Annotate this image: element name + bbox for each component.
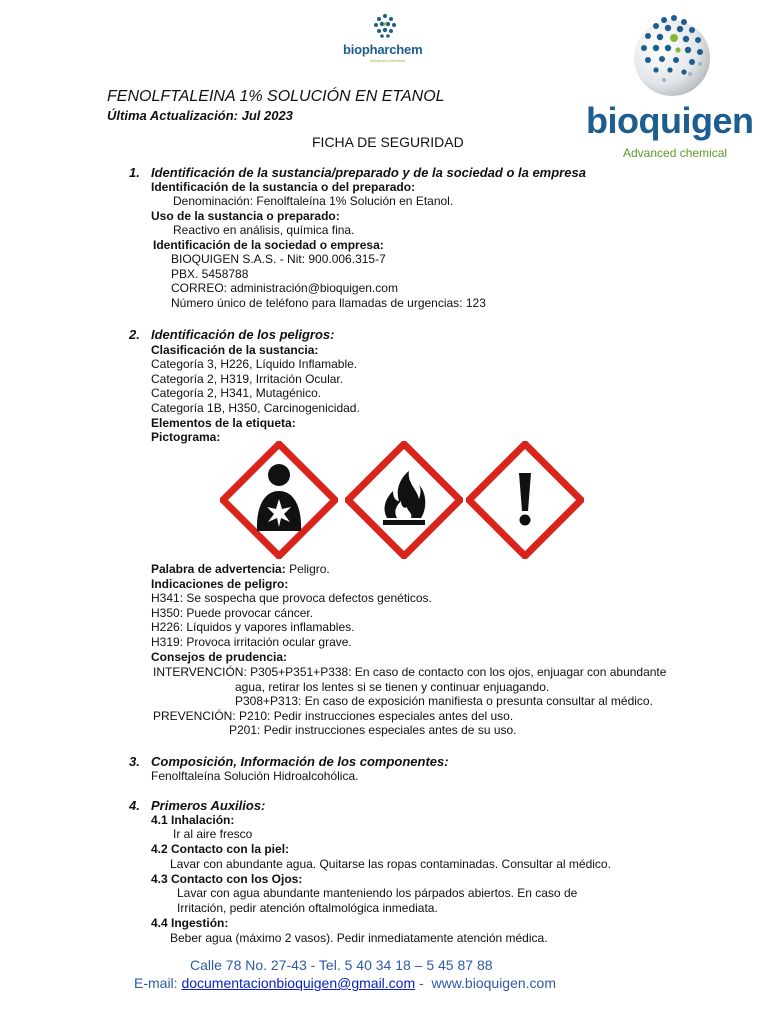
section-title: Composición, Información de los componentes:: [151, 754, 449, 769]
last-updated: Última Actualización: Jul 2023: [107, 108, 293, 123]
list-item: Categoría 3, H226, Líquido Inflamable.: [151, 357, 358, 371]
list-item: H341: Se sospecha que provoca defectos genéticos.: [151, 591, 432, 605]
signal-word-value: Peligro.: [285, 562, 330, 576]
text-line: P201: Pedir instrucciones especiales antes de su uso.: [229, 723, 517, 737]
exclamation-mark-icon: [466, 441, 584, 559]
text-line: Lavar con agua abundante manteniendo los párpados abiertos. En caso de: [177, 886, 578, 900]
list-item: H350: Puede provocar cáncer.: [151, 606, 314, 620]
flame-icon: [345, 441, 463, 559]
subheading: Elementos de la etiqueta:: [151, 416, 296, 430]
bioquigen-logo: [586, 12, 756, 162]
list-item: H319: Provoca irritación ocular grave.: [151, 635, 352, 649]
subheading: Identificación de la sustancia o del preparado:: [151, 180, 416, 194]
section-number: 4.: [129, 798, 140, 813]
subheading: 4.1 Inhalación:: [151, 813, 235, 827]
signal-word: [151, 562, 330, 576]
text-line: INTERVENCIÓN: P305+P351+P338: En caso de contacto con los ojos, enjuagar con abundante: [153, 665, 667, 679]
section-number: 2.: [129, 327, 140, 342]
biopharchem-logo-tagline: Advanced chemical: [370, 58, 405, 63]
text-line: Reactivo en análisis, química fina.: [173, 223, 355, 237]
subheading: 4.2 Contacto con la piel:: [151, 842, 290, 856]
biopharchem-logo: [340, 12, 430, 68]
subheading: Pictograma:: [151, 430, 221, 444]
text-line: Irritación, pedir atención oftalmológica inmediata.: [177, 901, 438, 915]
text-line: CORREO: administración@bioquigen.com: [171, 281, 398, 295]
website-link[interactable]: www.bioquigen.com: [431, 975, 556, 991]
subheading: Clasificación de la sustancia:: [151, 343, 319, 357]
text-line: Lavar con abundante agua. Quitarse las ropas contaminadas. Consultar al médico.: [170, 857, 611, 871]
text-line: P308+P313: En caso de exposición manifiesta o presunta consultar al médico.: [235, 694, 653, 708]
text-line: Beber agua (máximo 2 vasos). Pedir inmediatamente atención médica.: [170, 931, 548, 945]
section-title: Identificación de la sustancia/preparado y de la sociedad o la empresa: [151, 165, 586, 180]
subheading: 4.4 Ingestión:: [151, 916, 229, 930]
email-label: E-mail:: [134, 975, 182, 991]
subheading: Uso de la sustancia o preparado:: [151, 209, 340, 223]
text-line: Denominación: Fenolftaleína 1% Solución en Etanol.: [173, 194, 454, 208]
text-line: Número único de teléfono para llamadas de urgencias: 123: [171, 296, 486, 310]
section-number: 3.: [129, 754, 140, 769]
list-item: Categoría 2, H319, Irritación Ocular.: [151, 372, 344, 386]
text-line: agua, retirar los lentes si se tienen y continuar enjuagando.: [235, 680, 550, 694]
text-line: Ir al aire fresco: [173, 827, 253, 841]
text-line: PBX. 5458788: [171, 267, 249, 281]
bioquigen-logo-text: bioquigen: [586, 100, 754, 141]
subheading: Indicaciones de peligro:: [151, 577, 289, 591]
list-item: Categoría 1B, H350, Carcinogenicidad.: [151, 401, 360, 415]
email-link[interactable]: documentacionbioquigen@gmail.com: [181, 975, 416, 991]
text-line: BIOQUIGEN S.A.S. - Nit: 900.006.315-7: [171, 252, 386, 266]
footer-separator: -: [415, 975, 432, 991]
subheading: Consejos de prudencia:: [151, 650, 288, 664]
subheading: Identificación de la sociedad o empresa:: [153, 238, 384, 252]
list-item: H226: Líquidos y vapores inflamables.: [151, 620, 355, 634]
footer-address: Calle 78 No. 27-43 - Tel. 5 40 34 18 – 5 45 87 88: [190, 957, 493, 973]
list-item: Categoría 2, H341, Mutagénico.: [151, 386, 322, 400]
text-line: PREVENCIÓN: P210: Pedir instrucciones especiales antes del uso.: [153, 709, 514, 723]
footer-contact: [134, 975, 556, 991]
health-hazard-icon: [220, 441, 338, 559]
globe-icon: [628, 12, 712, 98]
section-title: Identificación de los peligros:: [151, 327, 335, 342]
biopharchem-logo-icon: [371, 12, 399, 42]
section-number: 1.: [129, 165, 140, 180]
text-line: Fenolftaleína Solución Hidroalcohólica.: [151, 769, 359, 783]
bioquigen-logo-tagline: Advanced chemical: [623, 146, 728, 160]
sheet-heading: FICHA DE SEGURIDAD: [312, 134, 464, 150]
document-title: FENOLFTALEINA 1% SOLUCIÓN EN ETANOL: [107, 88, 445, 105]
subheading: 4.3 Contacto con los Ojos:: [151, 872, 303, 886]
section-title: Primeros Auxilios:: [151, 798, 266, 813]
signal-word-label: Palabra de advertencia:: [151, 562, 286, 576]
biopharchem-logo-text: biopharchem: [343, 42, 423, 57]
